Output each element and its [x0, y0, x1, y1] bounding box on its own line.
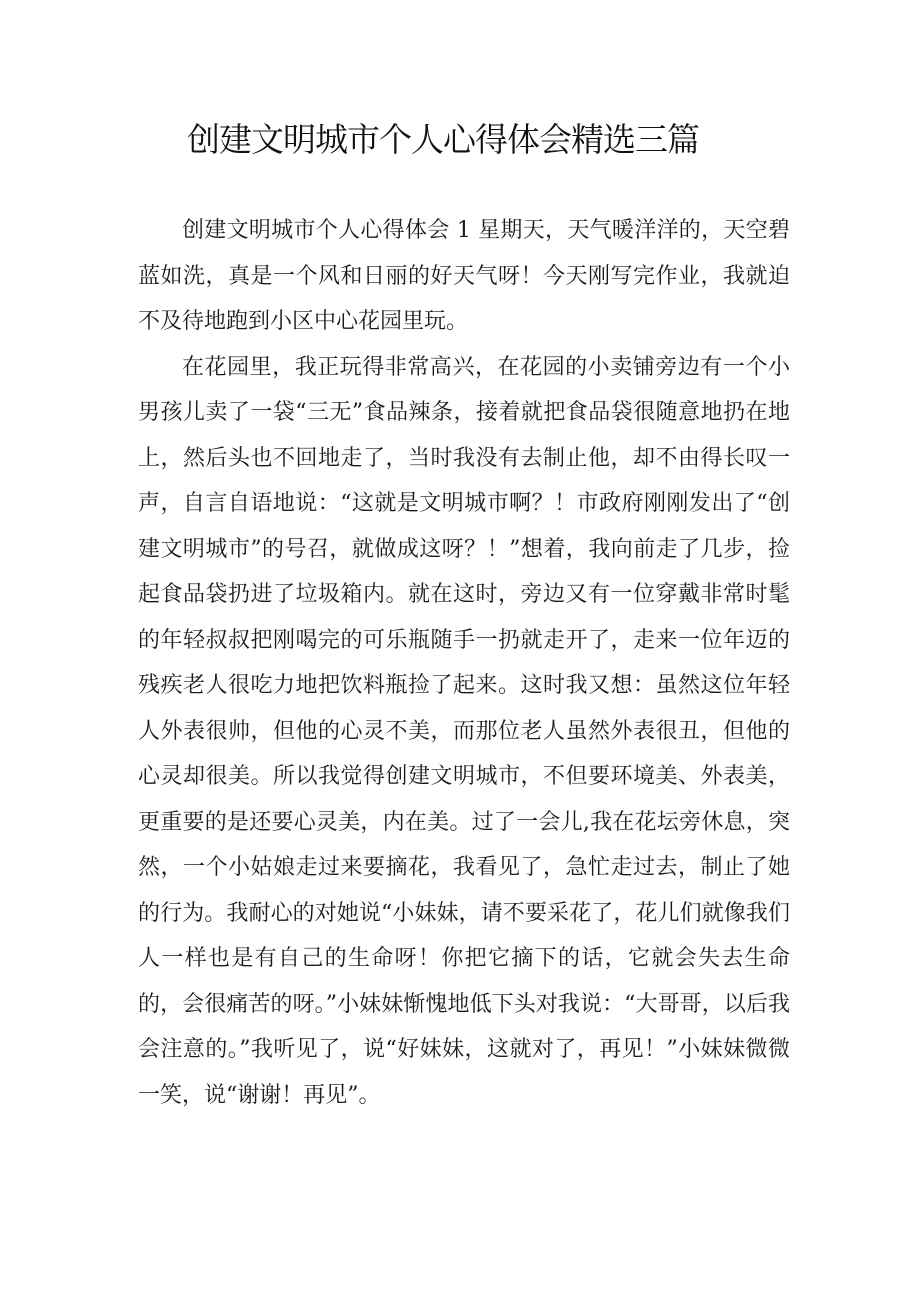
document-title: 创建文明城市个人心得体会精选三篇 [187, 120, 699, 159]
paragraph-1: 创建文明城市个人心得体会 1 星期天，天气暖洋洋的，天空碧蓝如洗，真是一个风和日丽的好天气呀！今天刚写完作业，我就迫不及待地跑到小区中心花园里玩。 [138, 218, 790, 334]
document-body [138, 208, 790, 1118]
paragraph-2: 在花园里，我正玩得非常高兴，在花园的小卖铺旁边有一个小男孩儿卖了一袋“三无”食品辣条，接着就把食品袋很随意地扔在地上，然后头也不回地走了，当时我没有去制止他，却不由得长叹一声，自言自语地说：“这就是文明城市啊？！市政府刚刚发出了“创建文明城市”的号召，就做成这呀？！”想着，我向前走了几步，捡起食品袋扔进了垃圾箱内。就在这时，旁边又有一位穿戴非常时髦的年轻叔叔把刚喝完的可乐瓶随手一扔就走开了，走来一位年迈的残疾老人很吃力地把饮料瓶捡了起来。这时我又想：虽然这位年轻人外表很帅，但他的心灵不美，而那位老人虽然外表很丑，但他的心灵却很美。所以我觉得创建文明城市，不但要环境美、外表美，更重要的是还要心灵美，内在美。过了一会儿,我在花坛旁休息，突然，一个小姑娘走过来要摘花，我看见了，急忙走过去，制止了她的行为。我耐心的对她说“小妹妹，请不要采花了，花儿们就像我们人一样也是有自己的生命呀！你把它摘下的话，它就会失去生命的，会很痛苦的呀。”小妹妹惭愧地低下头对我说：“大哥哥，以后我会注意的。”我听见了，说“好妹妹，这就对了，再见！”小妹妹微微一笑，说“谢谢！再见”。 [138, 354, 790, 1108]
